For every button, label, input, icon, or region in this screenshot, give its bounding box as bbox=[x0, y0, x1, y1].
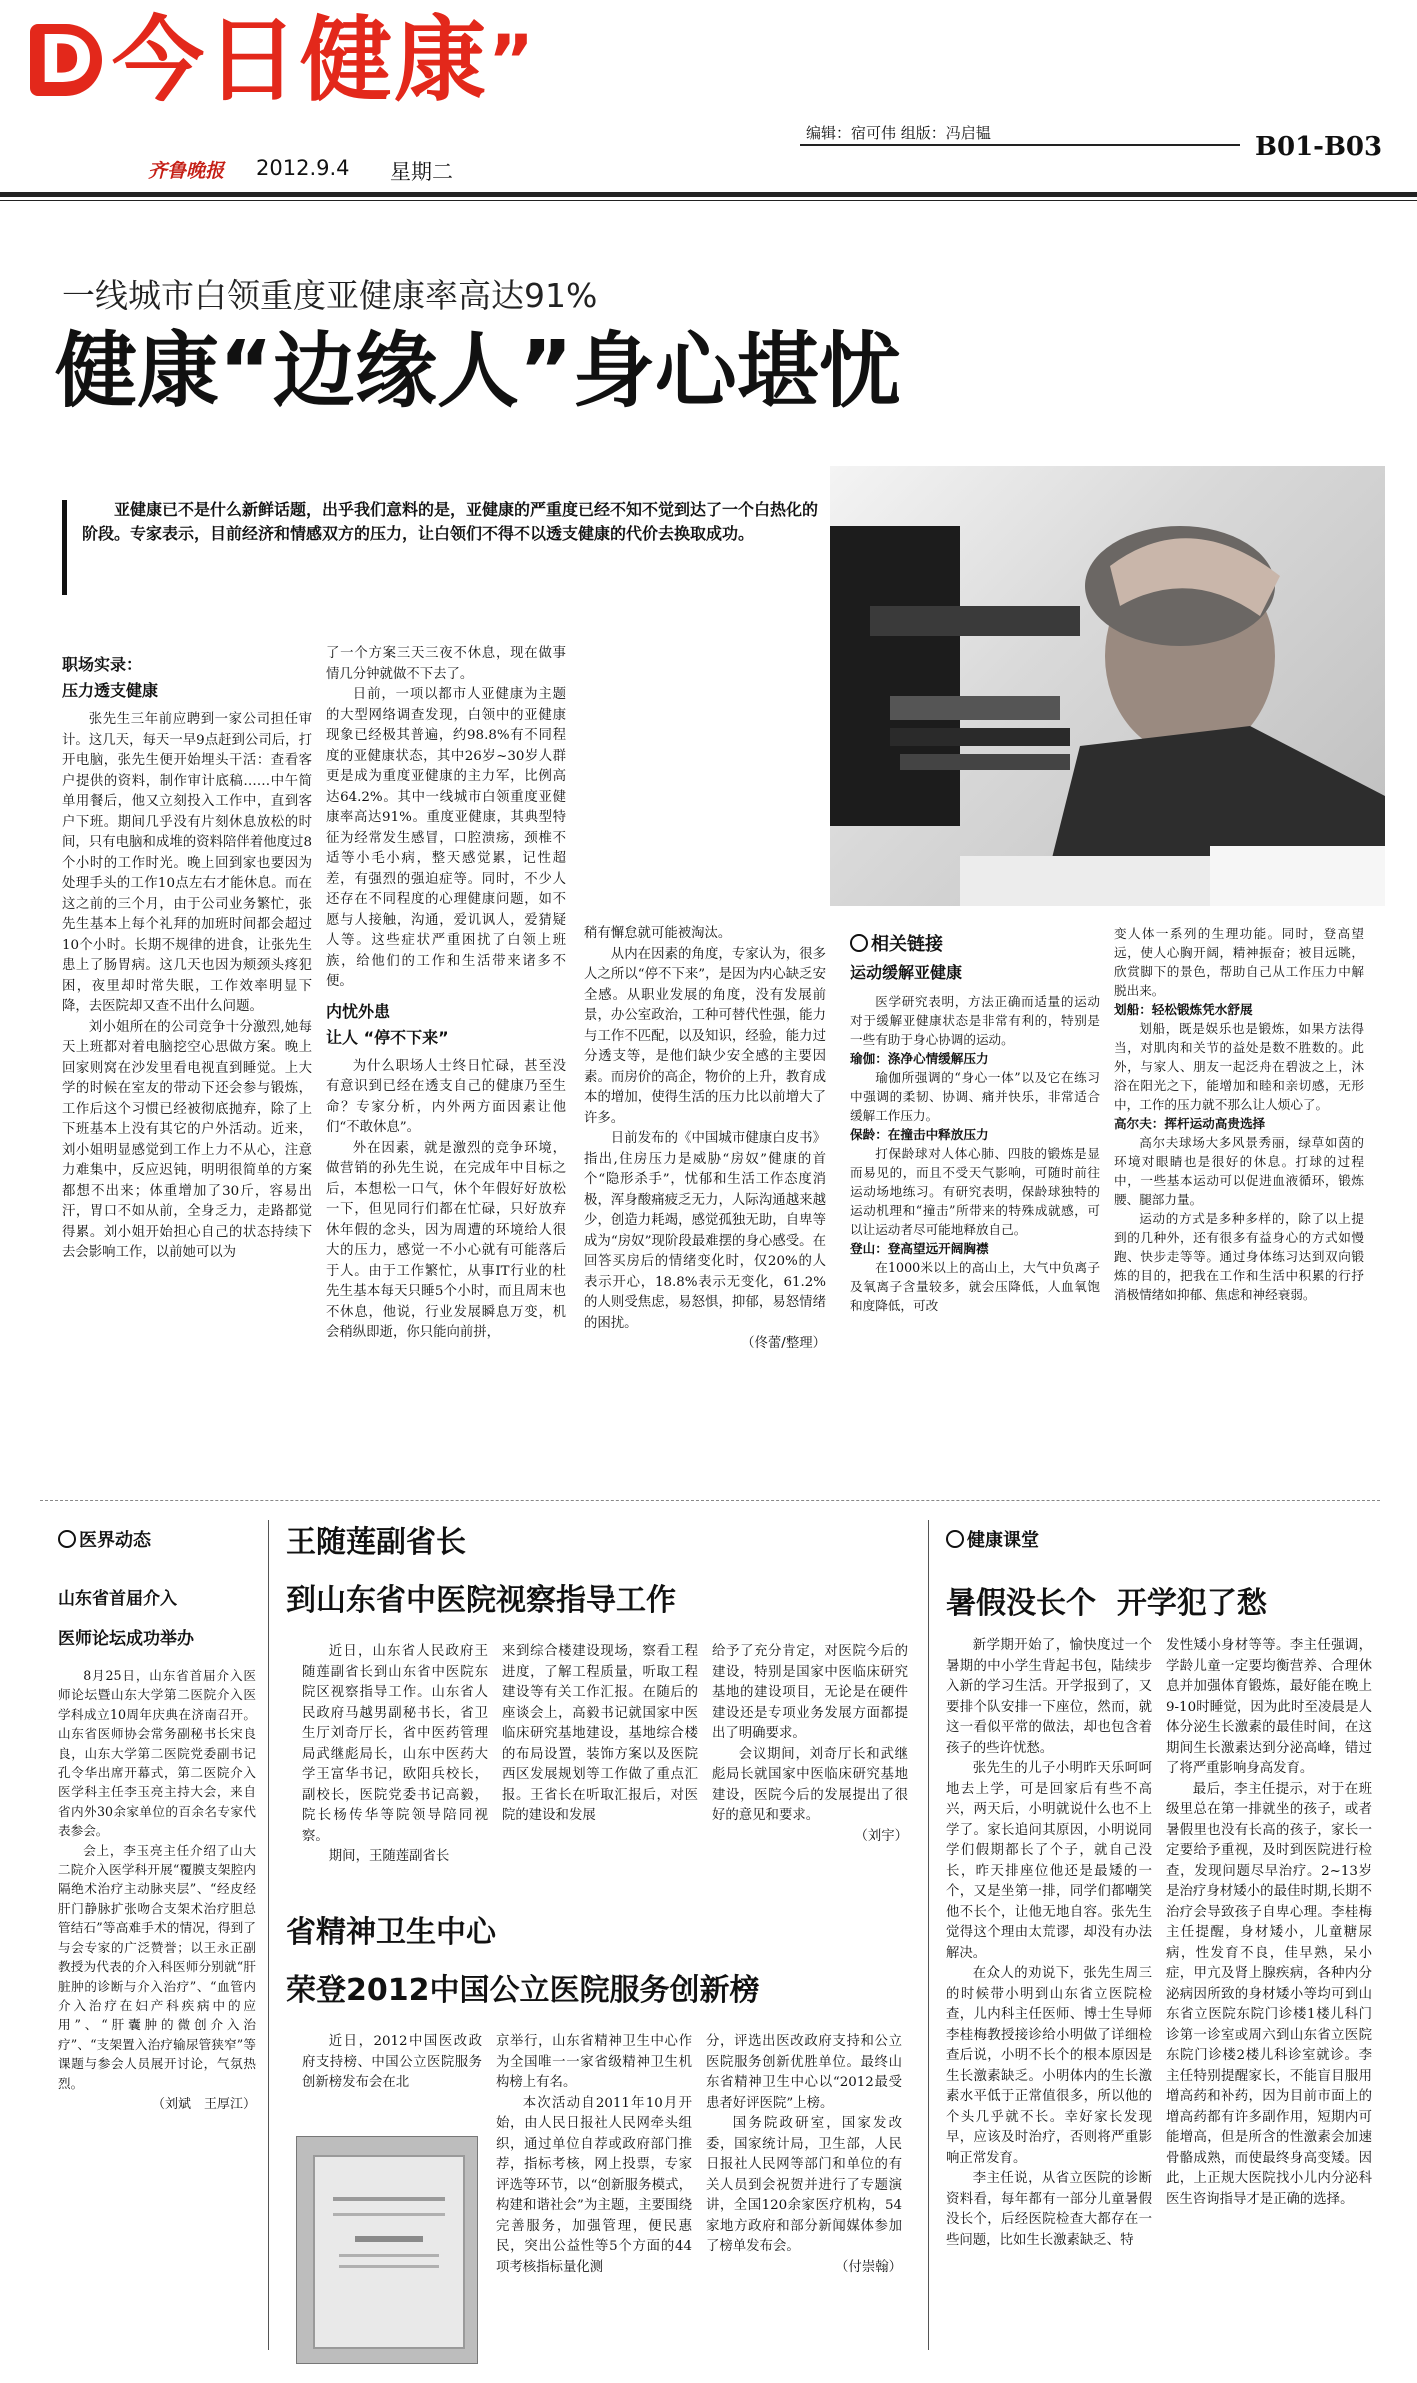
news-mid1-headline-1: 王随莲副省长 bbox=[286, 1525, 466, 1560]
news-mid2 bbox=[286, 1910, 916, 2275]
page-range: B01-B03 bbox=[1255, 132, 1383, 162]
col2-heading-2: 让人 “停不下来” bbox=[326, 1027, 449, 1047]
col3-byline: （佟蕾/整理） bbox=[741, 1336, 826, 1351]
news-right-tag: 健康课堂 bbox=[946, 1526, 1386, 1552]
col2-body: 了一个方案三天三夜不休息，现在做事情几分钟就做不下去了。 日前，一项以都市人亚健康为主题的大型网络调查发现，白领中的亚健康现象已经极其普遍，约98.8%有不同程度的亚健康状态，其中26岁~30岁人群更是成为重度亚健康的主力军，比例高达64.2%。其中一线城市白领重度亚健康率高达91%。重度亚健康，其典型特征为经常发生感冒，口腔溃疡，颈椎不适等小毛小病，整天感觉累，记性超差，有强烈的强迫症等。同时，不少人还存在不同程度的心理健康问题，如不愿与人接触，沟通，爱讥讽人，爱猜疑人等。这些症状严重困扰了白领上班族，给他们的工作和生活带来诸多不便。 bbox=[326, 646, 566, 989]
photo-illustration bbox=[830, 466, 1385, 906]
section-divider bbox=[40, 1500, 1380, 1501]
sidebar-item: 瑜伽：涤净心情缓解压力 bbox=[850, 1051, 989, 1066]
news-left bbox=[58, 1526, 256, 2112]
news-right bbox=[946, 1526, 1386, 2248]
circle-icon bbox=[946, 1530, 964, 1548]
news-left-byline: （刘斌 王厚江） bbox=[151, 2096, 256, 2112]
sidebar-col2 bbox=[1114, 924, 1364, 1304]
sidebar-body: 医学研究表明，方法正确而适量的运动对于缓解亚健康状态是非常有利的，特别是一些有助于身心协调的运动。 瑜伽：涤净心情缓解压力 瑜伽所强调的“身心一体”以及它在练习中强调的柔韧、协调、痛并快乐，非常适合缓解工作压力。 保龄：在撞击中释放压力 打保龄球对人体心肺、四肢的锻炼是显而易见的，而且不受天气影响，可随时前往运动场地练习。有研究表明，保龄球独特的运动机理和“撞击”所带来的特殊成就感，可以让运动者尽可能地释放自己。 登山：登高望远开阔胸襟 在1000米以上的高山上，大气中负离子及氧离子含量较多，就会压降低，人血氧饱和度降低，可改 bbox=[850, 994, 1100, 1313]
paper-name: 齐鲁晚报 bbox=[148, 160, 225, 182]
column-rule bbox=[928, 1520, 929, 2350]
issue-weekday: 星期二 bbox=[390, 160, 453, 184]
lead-col3 bbox=[584, 924, 826, 1354]
news-right-col2: 发性矮小身材等等。李主任强调，学龄儿童一定要均衡营养、合理休息并加强体育锻炼，最好能在晚上9-10时睡觉，因为此时至凌晨是人体分泌生长激素的最佳时间，在这期间生长激素达到分泌高峰，错过了将严重影响身高发育。 最后，李主任提示，对于在班级里总在第一排就坐的孩子，或者暑假里也没有长高的孩子，家长一定要给予重视，及时到医院进行检查，发现问题尽早治疗。2~13岁是治疗身材矮小的最佳时期,长期不治疗会导致孩子自卑心理。李桂梅主任提醒，身材矮小，儿童糖尿病，性发育不良，佳早熟，呆小症，甲亢及肾上腺疾病，各种内分泌病因所致的身材矮小等均可到山东省立医院东院门诊楼1楼儿科门诊第一诊室或周六到山东省立医院东院门诊楼2楼儿科诊室就诊。李主任特别提醒家长，不能盲目服用增高药和补药，因为目前市面上的增高药都有许多副作用，短期内可能增高，但是所含的性激素会加速骨骼成熟，而使最终身高变矮。因此，上正规大医院找小儿内分泌科医生咨询指导才是正确的选择。 bbox=[1166, 1638, 1372, 2207]
circle-icon bbox=[58, 1530, 76, 1548]
news-left-body: 8月25日，山东省首届介入医师论坛暨山东大学第二医院介入医学科成立10周年庆典在济南召开。山东省医师协会常务副秘书长宋良良，山东大学第二医院党委副书记孔令华出席开幕式，第二医院介入医学科主任李玉亮主持大会，来自省内外30余家单位的百余名专家代表参会。 会上，李玉亮主任介绍了山大二院介入医学科开展“覆膜支架腔内隔绝术治疗主动脉夹层”、“经皮经肝门静脉扩张吻合支架术治疗胆总管结石”等高难手术的情况，得到了与会专家的广泛赞誉；以王永正副教授为代表的介入科医师分别就“肝脏肿的诊断与介入治疗”、“血管内介入治疗在妇产科疾病中的应用”、“肝囊肿的微创介入治疗”、“支架置入治疗输尿管狭窄”等课题与参会人员展开讨论，气氛热烈。 bbox=[58, 1668, 256, 2091]
news-mid1-headline-2: 到山东省中医院视察指导工作 bbox=[286, 1583, 676, 1618]
news-mid1-byline: （刘宇） bbox=[854, 1828, 908, 1844]
masthead-thick-rule bbox=[0, 192, 1417, 197]
col1-heading-2: 压力透支健康 bbox=[62, 681, 159, 700]
lead-col2 bbox=[326, 644, 566, 1344]
col2-body-b: 为什么职场人士终日忙碌，甚至没有意识到已经在透支自己的健康乃至生命？专家分析，内外两方面因素让他们“不敢休息”。 外在因素，就是激烈的竞争环境，做营销的孙先生说，在完成年中目标之后，本想松一口气，休个年假好好放松一下，但见同行们都在忙碌，只好放弃休年假的念头，因为周遭的环境给人很大的压力，感觉一不小心就有可能落后于人。由于工作繁忙，从事IT行业的杜先生基本每天只睡5个小时，而且周末也不休息，他说，行业发展瞬息万变，机会稍纵即逝，你只能向前拼， bbox=[326, 1058, 566, 1340]
sidebar-item: 登山：登高望远开阔胸襟 bbox=[850, 1241, 989, 1256]
sidebar-title: 运动缓解亚健康 bbox=[850, 963, 963, 982]
masthead-thin-rule bbox=[800, 144, 1240, 146]
masthead bbox=[0, 0, 1417, 210]
news-mid1-col1: 近日，山东省人民政府王随莲副省长到山东省中医院东院区视察指导工作。山东省人民政府马越男副秘书长，省卫生厅刘奇厅长，省中医药管理局武继彪局长，山东中医药大学王富华书记，欧阳兵校长，副校长，医院党委书记高毅，院长杨传华等院领导陪同视察。 期间，王随莲副省长 bbox=[302, 1644, 488, 1864]
lead-col1 bbox=[62, 652, 312, 1264]
sidebar-item: 划船：轻松锻炼凭水舒展 bbox=[1114, 1002, 1253, 1017]
col1-body: 张先生三年前应聘到一家公司担任审计。这几天，每天一早9点赶到公司后，打开电脑，张先生便开始埋头干活：查看客户提供的资料，制作审计底稿……中午简单用餐后，他又立刻投入工作中，直到客户下班。期间几乎没有片刻休息放松的时间，只有电脑和成堆的资料陪伴着他度过8个小时的工作时光。晚上回到家也要因为处理手头的工作10点左右才能休息。而在这之前的三个月，由于公司业务繁忙，张先生基本上每个礼拜的加班时间都会超过10个小时。长期不规律的进食，让张先生患上了肠胃病。这几天也因为颊颈头疼犯困，夜里却时常失眠，工作效率明显下降，去医院却又查不出什么问题。 刘小姐所在的公司竞争十分激烈,她每天上班都对着电脑挖空心思做方案。晚上回家则窝在沙发里看电视直到睡觉。上大学的时候在室友的带动下还会参与锻炼，工作后这个习惯已经被彻底抛弃，除了上下班基本上没有其它的户外活动。近来，刘小姐明显感觉到工作上力不从心，注意力难集中，反应迟钝，明明很简单的方案都想不出来；体重增加了30斤，容易出汗，胃口不如从前，全身乏力，走路都觉得累。刘小姐开始担心自己的状态持续下去会影响工作，以前她可以为 bbox=[62, 712, 312, 1260]
masthead-under-rule bbox=[0, 200, 1417, 201]
news-mid2-headline-2: 荣登2012中国公立医院服务创新榜 bbox=[286, 1973, 760, 2008]
quote-mark: ” bbox=[488, 20, 537, 102]
news-left-headline-1: 山东省首届介入 bbox=[58, 1589, 177, 1609]
circle-icon bbox=[850, 934, 868, 952]
news-mid2-col1: 近日，2012中国医改政府支持榜、中国公立医院服务创新榜发布会在北 bbox=[302, 2034, 482, 2090]
col2-heading-1: 内忧外患 bbox=[326, 1001, 391, 1021]
news-mid1-col2: 来到综合楼建设现场，察看工程进度，了解工程质量，听取工程建设等有关工作汇报。在随后的座谈会上，高毅书记就国家中医临床研究基地建设，基地综合楼的布局设置，装饰方案以及医院西区发展规划等工作做了重点汇报。王省长在听取汇报后，对医院的建设和发展 bbox=[502, 1644, 698, 1823]
news-mid1 bbox=[286, 1520, 916, 1864]
stressed-man-photo bbox=[830, 466, 1385, 906]
section-name: 今日健康” bbox=[112, 7, 537, 114]
lead-summary-bar bbox=[62, 500, 67, 595]
sidebar-col2-body: 变人体一系列的生理功能。同时，登高望远，使人心胸开阔，精神振奋；被目远眺，欣赏脚下的景色，帮助自己从工作压力中解脱出来。 划船：轻松锻炼凭水舒展 划船，既是娱乐也是锻炼，如果方法得当，对肌肉和关节的益处是数不胜数的。此外，与家人、朋友一起泛舟在碧波之上，沐浴在阳光之下，能增加和睦和亲切感，无形中，工作的压力就不那么让人烦心了。 高尔夫：挥杆运动高贵选择 高尔夫球场大多风景秀丽，绿草如茵的环境对眼睛也是很好的休息。打球的过程中，一些基本运动可以促进血液循环，锻炼腰、腿部力量。 运动的方式是多种多样的，除了以上提到的几种外，还有很多有益身心的方式如慢跑、快步走等等。通过身体练习达到双向锻炼的目的，把我在工作和生活中积累的行抒消极情绪如抑郁、焦虑和神经衰弱。 bbox=[1114, 926, 1364, 1302]
col1-heading-1: 职场实录： bbox=[62, 655, 143, 674]
news-mid1-col3: 给予了充分肯定，对医院今后的建设，特别是国家中医临床研究基地的建设项目，无论是在硬件建设还是专项业务发展方面都提出了明确要求。 会议期间，刘奇厅长和武继彪局长就国家中医临床研究基地建设，医院今后的发展提出了很好的意见和要求。 （刘宇） bbox=[712, 1642, 908, 1847]
lead-headline: 健康“边缘人”身心堪忧 bbox=[55, 324, 901, 419]
column-rule bbox=[268, 1520, 269, 2350]
news-mid2-headline-1: 省精神卫生中心 bbox=[286, 1915, 496, 1950]
logo-letter: D bbox=[38, 21, 94, 98]
lead-summary: 亚健康已不是什么新鲜话题，出乎我们意料的是，亚健康的严重度已经不知不觉到达了一个白热化的阶段。专家表示，目前经济和情感双方的压力，让白领们不得不以透支健康的代价去换取成功。 bbox=[82, 500, 819, 543]
editors-line: 编辑：宿可伟 组版：冯启韫 bbox=[806, 124, 991, 142]
col3-body: 稍有懈怠就可能被淘汰。 从内在因素的角度，专家认为，很多人之所以“停不下来”，是因为内心缺乏安全感。从职业发展的角度，没有发展前景，办公室政治，工种可替代性强，能力与工作不匹配，以及知识，经验，能力过分透支等，是他们缺少安全感的主要因素。而房价的高企，物价的上升，教育成本的增加，使得生活的压力比以前增大了许多。 日前发布的《中国城市健康白皮书》指出,住房压力是威胁“房奴”健康的首个“隐形杀手”，忧郁和生活工作态度消极，浑身酸痛疲乏无力，人际沟通越来越少，创造力耗竭，感觉孤独无助，自卑等成为“房奴”现阶段最难摆的身心感受。在回答买房后的情绪变化时，仅20%的人表示开心，18.8%表示无变化，61.2%的人则受焦虑，易怒惧，抑郁，易怒情绪的困扰。 bbox=[584, 926, 826, 1331]
news-right-col1: 新学期开始了，愉快度过一个暑期的中小学生背起书包，陆续步入新的学习生活。开学报到了，又要排个队安排一下座位，然而，就这一看似平常的做法，却也包含着孩子的些许忧愁。 张先生的儿子小明昨天乐呵呵地去上学，可是回家后有些不高兴，两天后，小明就说什么也不上学了。家长追问其原因，小明说同学们假期都长了个子，就自己没长，昨天排座位他还是最矮的一个，又是坐第一排，同学们都嘲笑他不长个，让他无地自容。张先生觉得这个理由太荒谬，却没有办法解决。 在众人的劝说下，张先生周三的时候带小明到山东省立医院检查，儿内科主任医师、博士生导师李桂梅教授接诊给小明做了详细检查后说，小明不长个的根本原因是生长激素缺乏。小明体内的生长激素水平低于正常值很多，所以他的个头几乎就不长。幸好家长发现早，应该及时治疗，否则将严重影响正常发育。 李主任说，从省立医院的诊断资料看，每年都有一部分儿童暑假没长个，后经医院检查大都存在一些问题，比如生长激素缺乏、特 bbox=[946, 1638, 1152, 2248]
news-left-tag: 医界动态 bbox=[58, 1526, 256, 1552]
sidebar-item: 高尔夫：挥杆运动高贵选择 bbox=[1114, 1116, 1266, 1131]
news-mid2-col3: 分，评选出医改政府支持和公立医院服务创新优胜单位。最终山东省精神卫生中心以“2012最受患者好评医院”上榜。 国务院政研室，国家发改委，国家统计局，卫生部，人民日报社人民网等部门和单位的有关人员到会祝贺并进行了专题演讲，全国120余家医疗机构，54家地方政府和部分新闻媒体参加了榜单发布会。 （付崇翰） bbox=[706, 2032, 902, 2278]
sidebar-tag: 相关链接 bbox=[850, 930, 1100, 956]
sidebar-item: 保龄：在撞击中释放压力 bbox=[850, 1127, 989, 1142]
section-logo-badge bbox=[30, 21, 102, 98]
certificate-frame bbox=[313, 2155, 465, 2349]
award-certificate-photo bbox=[296, 2136, 478, 2364]
issue-date: 2012.9.4 bbox=[256, 156, 350, 180]
sidebar-related-link bbox=[850, 930, 1100, 1315]
news-left-headline-2: 医师论坛成功举办 bbox=[58, 1629, 194, 1649]
news-right-headline: 暑假没长个 开学犯了愁 bbox=[946, 1586, 1267, 1621]
lead-kicker: 一线城市白领重度亚健康率高达91% bbox=[62, 276, 598, 315]
news-mid2-col2: 京举行，山东省精神卫生中心作为全国唯一一家省级精神卫生机构榜上有名。 本次活动自2011年10月开始，由人民日报社人民网牵头组织，通过单位自荐或政府部门推荐，指标考核，网上投票，专家评选等环节，以“创新服务模式，构建和谐社会”为主题，主要围绕完善服务，加强管理，便民惠民，突出公益性等5个方面的44项考核指标量化测 bbox=[496, 2034, 692, 2275]
news-mid2-byline: （付崇翰） bbox=[835, 2259, 902, 2275]
